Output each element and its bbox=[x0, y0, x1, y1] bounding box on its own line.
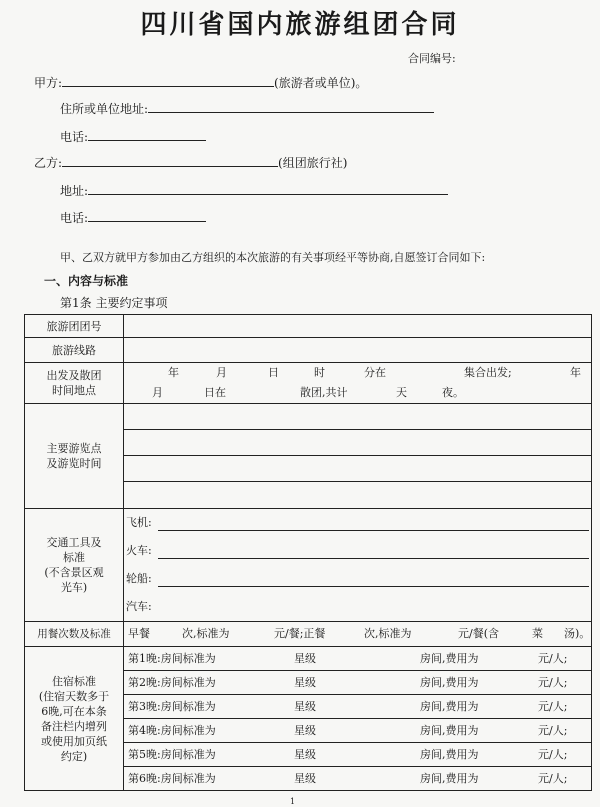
departure-label bbox=[25, 363, 124, 404]
section-heading: 一、内容与标准 bbox=[44, 274, 129, 288]
sights-line bbox=[124, 456, 591, 482]
night-star: 星级 bbox=[294, 724, 316, 737]
party-b-address-field[interactable] bbox=[88, 182, 448, 195]
party-a-label: 甲方: bbox=[34, 76, 63, 90]
party-a-note: (旅游者或单位)。 bbox=[274, 76, 368, 90]
intro-paragraph: 甲、乙双方就甲方参加由乙方组织的本次旅游的有关事项经平等协商,自愿签订合同如下: bbox=[60, 251, 486, 264]
lodging-night-2[interactable] bbox=[124, 671, 591, 695]
route-field[interactable] bbox=[124, 338, 592, 363]
transport-plane-label: 飞机: bbox=[126, 516, 152, 529]
meals-line bbox=[124, 622, 591, 646]
party-b-address-row bbox=[60, 182, 448, 199]
night-label: 第4晚:房间标准为 bbox=[128, 724, 216, 737]
route-label: 旅游线路 bbox=[25, 338, 124, 363]
meal-times-std-2: 次,标准为 bbox=[364, 627, 412, 640]
dep-hour: 时 bbox=[314, 366, 325, 379]
departure-field[interactable] bbox=[124, 363, 592, 404]
transport-label-line: 光车) bbox=[60, 581, 88, 594]
meals-label: 用餐次数及标准 bbox=[25, 622, 124, 647]
night-star: 星级 bbox=[294, 652, 316, 665]
dep-year: 年 bbox=[168, 366, 179, 379]
party-a-address-field[interactable] bbox=[148, 100, 434, 113]
night-room: 房间,费用为 bbox=[420, 772, 479, 785]
meal-yuan-lunch: 元/餐;正餐 bbox=[274, 627, 326, 640]
night-star: 星级 bbox=[294, 700, 316, 713]
meal-yuan-incl: 元/餐(含 bbox=[458, 627, 499, 640]
sights-line bbox=[124, 404, 591, 430]
night-price: 元/人; bbox=[538, 652, 568, 665]
night-price: 元/人; bbox=[538, 724, 568, 737]
night-room: 房间,费用为 bbox=[420, 724, 479, 737]
transport-label-line: (不含景区观 bbox=[44, 566, 104, 579]
meal-soup: 汤)。 bbox=[564, 627, 591, 640]
lodging-label-line: 住宿标准 bbox=[52, 674, 96, 688]
lodging-night-5[interactable] bbox=[124, 743, 591, 767]
night-label: 第3晚:房间标准为 bbox=[128, 700, 216, 713]
night-room: 房间,费用为 bbox=[420, 748, 479, 761]
party-a-phone-label: 电话: bbox=[60, 130, 89, 144]
article-heading: 第1条 主要约定事项 bbox=[60, 296, 168, 310]
night-price: 元/人; bbox=[538, 700, 568, 713]
lodging-night-6[interactable] bbox=[124, 767, 591, 790]
lodging-night-3[interactable] bbox=[124, 695, 591, 719]
sights-field[interactable] bbox=[124, 404, 592, 509]
transport-bus[interactable] bbox=[124, 593, 591, 621]
dep-nights: 夜。 bbox=[442, 386, 464, 399]
document-title: 四川省国内旅游组团合同 bbox=[140, 10, 460, 40]
party-b-name-field[interactable] bbox=[62, 154, 278, 167]
party-b-row bbox=[34, 154, 347, 171]
lodging-night-1[interactable] bbox=[124, 647, 591, 671]
night-price: 元/人; bbox=[538, 772, 568, 785]
night-label: 第5晚:房间标准为 bbox=[128, 748, 216, 761]
party-b-address-label: 地址: bbox=[60, 184, 89, 198]
departure-line-1 bbox=[124, 363, 591, 383]
transport-label-line: 交通工具及 bbox=[46, 536, 102, 549]
lodging-label bbox=[25, 647, 124, 791]
party-a-name-field[interactable] bbox=[62, 74, 274, 87]
departure-label-line: 出发及散团 bbox=[46, 369, 102, 382]
group-no-label: 旅游团团号 bbox=[25, 315, 124, 338]
meal-breakfast: 早餐 bbox=[128, 627, 150, 640]
night-label: 第1晚:房间标准为 bbox=[128, 652, 216, 665]
party-a-address-row bbox=[60, 100, 434, 117]
night-star: 星级 bbox=[294, 772, 316, 785]
meal-dish: 菜 bbox=[532, 627, 543, 640]
transport-train-label: 火车: bbox=[126, 544, 152, 557]
sights-line bbox=[124, 430, 591, 456]
dep-gather: 集合出发; bbox=[464, 366, 512, 379]
lodging-field bbox=[124, 647, 592, 791]
transport-train[interactable] bbox=[124, 537, 591, 565]
lodging-night-4[interactable] bbox=[124, 719, 591, 743]
dep-month-2: 月 bbox=[152, 386, 163, 399]
dep-day: 日 bbox=[268, 366, 279, 379]
contract-number-label: 合同编号: bbox=[408, 52, 456, 65]
transport-plane[interactable] bbox=[124, 509, 591, 537]
meal-times-std: 次,标准为 bbox=[182, 627, 230, 640]
sights-label-line: 主要游览点 bbox=[46, 442, 102, 455]
dep-days: 天 bbox=[396, 386, 407, 399]
night-star: 星级 bbox=[294, 676, 316, 689]
transport-label bbox=[25, 509, 124, 622]
meals-field[interactable] bbox=[124, 622, 592, 647]
night-label: 第6晚:房间标准为 bbox=[128, 772, 216, 785]
party-b-label: 乙方: bbox=[34, 156, 63, 170]
dep-year-2: 年 bbox=[570, 366, 581, 379]
transport-ship[interactable] bbox=[124, 565, 591, 593]
departure-label-line: 时间地点 bbox=[52, 384, 96, 397]
lodging-label-line: 约定) bbox=[60, 749, 88, 763]
night-price: 元/人; bbox=[538, 748, 568, 761]
night-label: 第2晚:房间标准为 bbox=[128, 676, 216, 689]
lodging-label-line: 6晚,可在本条 bbox=[41, 704, 107, 718]
transport-field bbox=[124, 509, 592, 622]
dep-day-at: 日在 bbox=[204, 386, 226, 399]
transport-ship-label: 轮船: bbox=[126, 572, 152, 585]
departure-line-2 bbox=[124, 383, 591, 403]
night-price: 元/人; bbox=[538, 676, 568, 689]
night-room: 房间,费用为 bbox=[420, 676, 479, 689]
sights-label-line: 及游览时间 bbox=[46, 457, 102, 470]
lodging-label-line: (住宿天数多于 bbox=[38, 689, 110, 703]
party-a-phone-field[interactable] bbox=[88, 128, 206, 141]
sights-label bbox=[25, 404, 124, 509]
agreement-table bbox=[24, 314, 592, 791]
party-a-row bbox=[34, 74, 367, 91]
party-a-address-label: 住所或单位地址: bbox=[60, 102, 149, 116]
party-b-phone-row bbox=[60, 209, 206, 226]
lodging-label-line: 或使用加页纸 bbox=[41, 734, 107, 748]
dep-disband: 散团,共计 bbox=[300, 386, 348, 399]
sights-line bbox=[124, 482, 591, 508]
dep-month: 月 bbox=[216, 366, 227, 379]
party-b-note: (组团旅行社) bbox=[278, 156, 348, 170]
party-b-phone-label: 电话: bbox=[60, 211, 89, 225]
night-room: 房间,费用为 bbox=[420, 700, 479, 713]
night-room: 房间,费用为 bbox=[420, 652, 479, 665]
transport-label-line: 标准 bbox=[63, 551, 85, 564]
dep-minute-at: 分在 bbox=[364, 366, 386, 379]
party-b-phone-field[interactable] bbox=[88, 209, 206, 222]
party-a-phone-row bbox=[60, 128, 206, 145]
page-number: 1 bbox=[290, 797, 296, 806]
transport-bus-label: 汽车: bbox=[126, 600, 152, 613]
night-star: 星级 bbox=[294, 748, 316, 761]
group-no-field[interactable] bbox=[124, 315, 592, 338]
lodging-label-line: 备注栏内增列 bbox=[41, 719, 107, 733]
